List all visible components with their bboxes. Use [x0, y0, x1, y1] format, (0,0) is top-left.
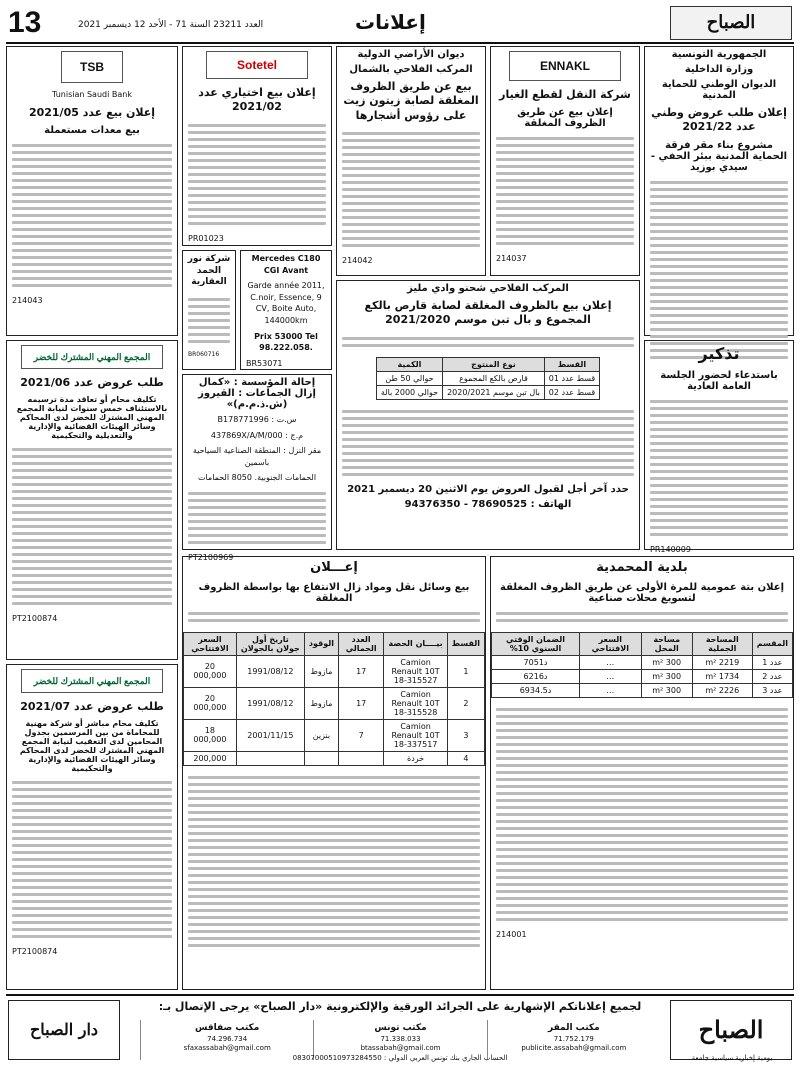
ad-ref: PR140009 — [650, 544, 691, 554]
body-text — [491, 131, 639, 251]
ad-ref: PT2100874 — [12, 947, 58, 957]
table-row: قسط عدد 01 قارص بالكع المجموع حوالي 50 طن — [376, 371, 599, 385]
ad-title: شركة نور الحمد العقارية — [187, 254, 231, 288]
page-footer — [0, 996, 800, 1066]
tagline: يومية إخبارية سياسية جامعة — [691, 1054, 773, 1062]
car-price: Prix 53000 Tel 98.222.058. — [254, 331, 318, 353]
office-sfax: مكتب صفاقس 74.296.734 sfaxassabah@gmail.com — [140, 1020, 313, 1060]
ad-title: إعلان بتة عمومية للمرة الأولى عن طريق الظروف المغلقة لتسويغ محلات صناعية — [500, 581, 784, 604]
page-header — [0, 6, 800, 40]
page-number: 13 — [8, 6, 42, 39]
ad-sotetel — [182, 46, 332, 246]
ad-car-sale — [240, 250, 332, 370]
org-name: وزارة الداخلية — [684, 64, 754, 75]
table-row: 4 خردة 200,000 — [184, 751, 485, 765]
masthead-logo: الصباح — [670, 6, 792, 40]
ad-title: إعـــلان — [310, 560, 358, 575]
ad-ref: 214037 — [496, 254, 527, 264]
reg-hq: مقر النزل : المنطقة الصناعية السياحية باسمين — [192, 446, 322, 467]
reg-city: الحمامات الجنوبية. 8050 الحمامات — [197, 473, 317, 483]
ennakl-logo: ENNAKL — [509, 51, 621, 81]
org-name: الجمهورية التونسية — [671, 49, 767, 60]
ad-ref: 214042 — [342, 255, 373, 265]
body-text — [183, 770, 485, 953]
tsb-logo: TSB — [61, 51, 123, 83]
car-details: Garde année 2011, C.noir, Essence, 9 CV, Boite Auto, 144000km — [247, 281, 325, 325]
table-row: عدد 1 m² 2219 m² 300 … د7051 — [492, 655, 793, 669]
body-text — [183, 292, 235, 349]
ad-subtitle: تكليف محام أو تعاقد مدة ترسيمه بالاستئناف خمس سنوات لنيابة المجمع المهني المشترك للخضر لدى المحاكم وسائر الهيئات القضائية والإدارية والتعديلية والتحكيمية — [16, 395, 168, 441]
car-model: Mercedes C180 CGI Avant — [251, 254, 321, 275]
ad-title: إعلان بيع اختياري عدد 2021/02 — [198, 86, 316, 114]
ad-subtitle: بيع وسائل نقل ومواد زال الانتفاع بها بواسطة الظروف المغلقة — [198, 581, 470, 604]
body-text — [491, 606, 793, 628]
ad-subtitle: مشروع بناء مقر فرقة الحماية المدنية ببئر الحفي - سيدي بوزيد — [650, 139, 788, 173]
ad-ref: 214001 — [496, 929, 527, 939]
table-row: 3 Camion Renault 10T 18-337517 7 بنزين 2001/11/15 18 000,000 — [184, 719, 485, 751]
footer-masthead-2: دار الصباح — [8, 1000, 120, 1060]
ad-title: شركة النقل لقطع الغيار — [499, 88, 631, 101]
body-text — [645, 394, 793, 542]
table-header: نوع المنتوج — [443, 357, 545, 371]
ad-vehicles-sale — [182, 556, 486, 990]
ad-ennakl — [490, 46, 640, 276]
ad-tsb — [6, 46, 178, 336]
body-text — [183, 118, 331, 231]
org-name: المركب الفلاحي بالشمال — [349, 64, 473, 75]
body-text — [337, 404, 639, 482]
ad-municipality — [490, 556, 794, 990]
table-row: قسط عدد 02 بال تبن موسم 2020/2021 حوالي 2000 بالة — [376, 385, 599, 399]
ad-state-domains — [336, 46, 486, 276]
section-title: إعلانات — [355, 10, 426, 34]
grgm-logo: المجمع المهني المشترك للخضر — [21, 345, 163, 369]
body-text — [7, 775, 177, 944]
ad-subtitle: بيع معدات مستعملة — [44, 124, 140, 136]
ad-title: تذكير — [698, 344, 740, 363]
body-text — [7, 442, 177, 611]
org-name: المركب الفلاحي شحنو وادي مليز — [407, 283, 569, 294]
ad-ref: PR01023 — [188, 233, 224, 243]
office-hq: مكتب المقر 71.752.179 publicite.assabah@gmail.com — [487, 1020, 660, 1060]
lots-table — [376, 357, 600, 400]
grgm-logo: المجمع المهني المشترك للخضر — [21, 669, 163, 693]
ad-title: طلب عروض عدد 2021/07 — [20, 700, 164, 713]
ad-company-registration — [182, 374, 332, 562]
bank-account: الحساب الجاري بنك تونس العربي الدولي : 08307000510973284550 — [292, 1054, 508, 1062]
ad-title: إعلان بيع بالظروف المغلقة لصابة قارص بالكع المجموع و بال تبن موسم 2021/2020 — [364, 299, 612, 327]
footer-headline: لجميع إعلاناتكم الإشهارية على الجرائد الورقية والإلكترونية «دار الصباح» يرجى الإتصال بـ: — [158, 1000, 642, 1013]
org-name: ديوان الأراضي الدولية — [357, 49, 465, 60]
ad-subtitle: باستدعاء لحضور الجلسة العامة العادية — [660, 369, 778, 392]
ad-title: إعلان طلب عروض وطني عدد 2021/22 — [651, 106, 787, 134]
vehicles-table: القسط بيــــان الحصة العدد الجمالي الوقود تاريخ أول جولان بالجولان السعر الافتتاحي 1 Camion Renault 10T 18-315527 17 مازوط 1991/08/12 20 000,000 2 Camion Renault 10T 18-315528 17 مازوط 1991/08/12 20 000,000 3 Camion Renault 10T 18-337517 7 بنزين 2001/11/15 18 000,000 4 خردة 200,000 — [183, 632, 485, 766]
sotetel-logo: Sotetel — [206, 51, 308, 79]
ad-title: بيع عن طريق الظروف المغلقة لصابة زيتون زيت على رؤوس أشجارها — [343, 80, 479, 122]
table-row: 2 Camion Renault 10T 18-315528 17 مازوط 1991/08/12 20 000,000 — [184, 687, 485, 719]
ad-title: إحالة المؤسسة : «كمال إزال الجماعات : القيروز (ش.ذ.م.م)» — [198, 377, 316, 410]
body-text — [183, 486, 331, 550]
ad-farm-complex — [336, 280, 640, 550]
table-header: القسط — [544, 357, 599, 371]
body-text — [337, 126, 485, 253]
ad-interior-ministry — [644, 46, 794, 336]
body-text — [337, 331, 639, 353]
ad-real-estate — [182, 250, 236, 370]
tsb-logo-subtitle: Tunisian Saudi Bank — [52, 90, 132, 99]
table-header: الكمية — [376, 357, 442, 371]
ad-ref: PT2100969 — [188, 552, 234, 562]
table-row: 1 Camion Renault 10T 18-315527 17 مازوط 1991/08/12 20 000,000 — [184, 655, 485, 687]
reg-id: م.ج : 437869X/A/M/000 — [210, 430, 304, 440]
ad-ref: BR53071 — [246, 358, 283, 368]
office-tunis: مكتب تونس 71.338.033 btassabah@gmail.com — [313, 1020, 486, 1060]
ad-notice — [644, 340, 794, 554]
body-text — [491, 702, 793, 927]
ad-title: إعلان بيع عدد 2021/05 — [28, 105, 156, 119]
ad-ref: BR060716 — [188, 351, 220, 359]
ad-title: طلب عروض عدد 2021/06 — [20, 376, 164, 389]
ad-grgm-1 — [6, 340, 178, 660]
header-rule — [6, 42, 794, 44]
table-row: عدد 3 m² 2226 m² 300 … د6934.5 — [492, 683, 793, 697]
org-name: الديوان الوطني للحماية المدنية — [661, 79, 777, 101]
deadline-text: حدد آخر أجل لقبول العروض يوم الاثنين 20 ديسمبر 2021 — [347, 483, 629, 495]
contact-phones: الهاتف : 78690525 - 94376350 — [404, 498, 572, 510]
ad-subtitle: تكليف محام مباشر أو شركة مهنية للمحاماة من بين المرسمين بجدول المحامين لدى التعقيب لنيابة المجمع المهني المشترك للخضر لدى المحاكم وسائر الهيئات القضائية والإدارية والتحكيمية — [19, 719, 165, 774]
body-text — [183, 606, 485, 628]
ad-grgm-2 — [6, 664, 178, 990]
ad-ref: PT2100874 — [12, 614, 58, 624]
issue-info: العدد 23211 السنة 71 - الأحد 12 ديسمبر 2021 — [78, 20, 264, 30]
table-row: عدد 2 m² 1734 m² 300 … د6216 — [492, 669, 793, 683]
ad-subtitle: إعلان بيع عن طريق الظروف المغلقة — [517, 107, 613, 130]
ad-ref: 214043 — [12, 295, 43, 305]
reg-rc: س.ت : B178771996 — [217, 415, 297, 424]
footer-masthead: الصباح — [670, 1000, 792, 1060]
lots-table: المقسم المساحة الجملية مساحة المحل السعر الافتتاحي الضمان الوقتي السنوي 10% عدد 1 m² 2219 m² 300 … د7051 عدد 2 m² 1734 m² 300 … د6216 عدد 3 m² 2226 m² 300 … د6934.5 — [491, 632, 793, 698]
body-text — [7, 138, 177, 293]
org-name: بلدية المحمدية — [596, 560, 688, 575]
body-text — [645, 175, 793, 365]
